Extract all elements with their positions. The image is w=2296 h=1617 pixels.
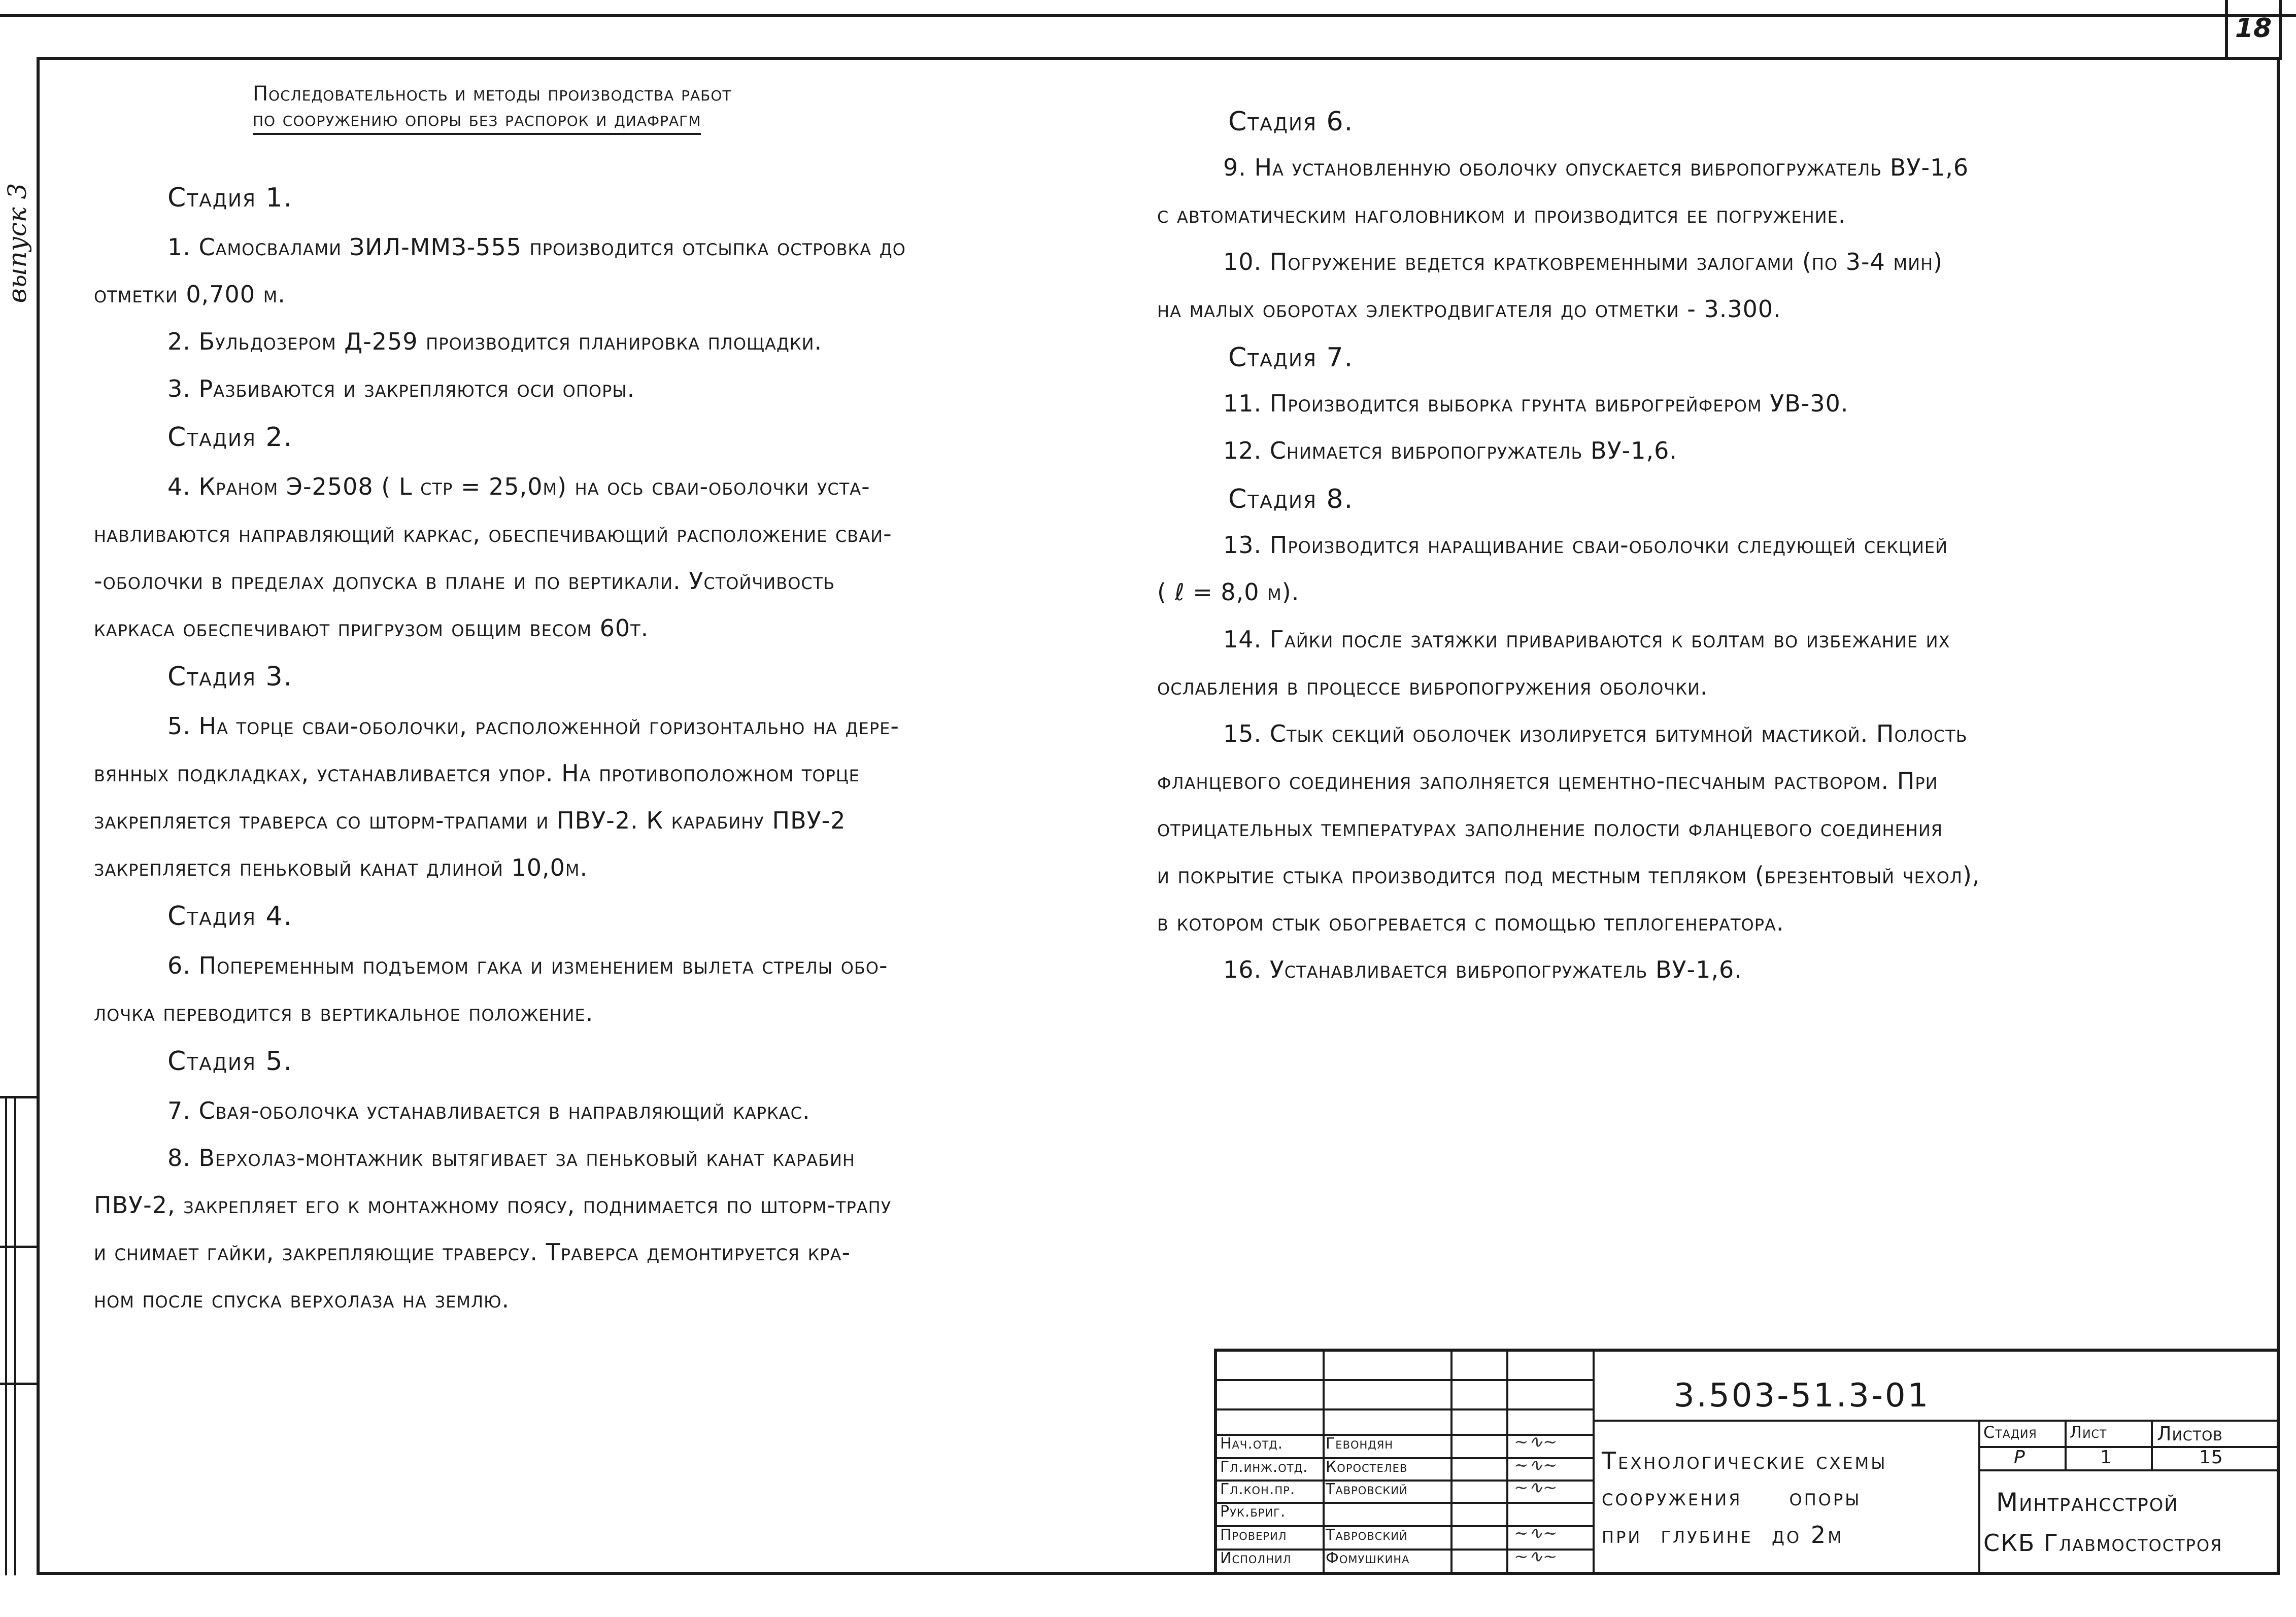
stage-heading: Стадия 3.: [167, 662, 293, 692]
strip-divider: [0, 1383, 37, 1385]
signature-role: Проверил: [1220, 1526, 1287, 1544]
text-line: фланцевого соединения заполняется цементно-песчаным раствором. При: [1157, 767, 1938, 795]
text-line: 13. Производится наращивание сваи-оболочки следующей секцией: [1223, 531, 1948, 559]
document-code: 3.503-51.3-01: [1674, 1377, 1931, 1415]
side-label-text: выпуск 3: [3, 183, 32, 303]
side-stamp-strip: [0, 1096, 37, 1575]
text-line: навливаются направляющий каркас, обеспечивающий расположение сваи-: [94, 520, 892, 547]
text-line: 2. Бульдозером Д-259 производится планировка площадки.: [167, 328, 823, 355]
signature-role: Исполнил: [1220, 1550, 1292, 1567]
text-line: ном после спуска верхолаза на землю.: [94, 1286, 510, 1313]
text-line: каркаса обеспечивают пригрузом общим весом 60т.: [94, 614, 649, 642]
text-line: вянных подкладках, устанавливается упор. На противоположном торце: [94, 760, 860, 787]
text-line: на малых оборотах электродвигателя до отметки - 3.300.: [1157, 295, 1781, 323]
stage-header: Стадия: [1983, 1423, 2037, 1442]
stage-heading: Стадия 2.: [167, 422, 293, 453]
text-line: 4. Краном Э-2508 ( L стр = 25,0м) на ось сваи-оболочки уста-: [167, 473, 870, 500]
grid-line: [1323, 1352, 1325, 1575]
org-line-1: Минтрансстрой: [1996, 1488, 2179, 1517]
sheet-header: Лист: [2070, 1423, 2107, 1442]
text-line: 12. Снимается вибропогружатель ВУ-1,6.: [1223, 437, 1677, 464]
text-line: 16. Устанавливается вибропогружатель ВУ-1,6.: [1223, 956, 1742, 983]
text-line: 11. Производится выборка грунта виброгрейфером УВ-30.: [1223, 390, 1849, 417]
text-line: 7. Свая-оболочка устанавливается в направляющий каркас.: [167, 1097, 811, 1124]
text-line: закрепляется пеньковый канат длиной 10,0м.: [94, 854, 588, 881]
signature-role: Нач.отд.: [1220, 1435, 1284, 1453]
text-line: и снимает гайки, закрепляющие траверсу. Траверса демонтируется кра-: [94, 1238, 851, 1266]
title-line-2: по сооружению опоры без распорок и диафрагм: [253, 107, 701, 135]
text-line: и покрытие стыка производится под местным тепляком (брезентовый чехол),: [1157, 862, 1980, 889]
text-line: лочка переводится в вертикальное положение.: [94, 999, 594, 1026]
strip-divider: [14, 1098, 16, 1575]
text-line: 8. Верхолаз-монтажник вытягивает за пеньковый канат карабин: [167, 1144, 855, 1172]
signature-name: Гевондян: [1326, 1435, 1394, 1453]
text-line: 14. Гайки после затяжки привариваются к болтам во избежание их: [1223, 626, 1950, 653]
text-line: ПВУ-2, закрепляет его к монтажному поясу, поднимается по шторм-трапу: [94, 1191, 892, 1219]
text-line: с автоматическим наголовником и производится ее погружение.: [1157, 201, 1846, 228]
grid-line: [1978, 1420, 1980, 1575]
sheet-number: 18: [2225, 0, 2282, 60]
grid-line: [2151, 1420, 2153, 1469]
handwritten-signature: ~∿~: [1514, 1477, 1558, 1498]
grid-line: [1978, 1469, 2280, 1471]
title-block: [1214, 1349, 2280, 1575]
signature-name: Тавровский: [1326, 1481, 1408, 1498]
text-line: -оболочки в пределах допуска в плане и по вертикали. Устойчивость: [94, 567, 835, 595]
handwritten-signature: ~∿~: [1514, 1455, 1558, 1475]
stage-heading: Стадия 8.: [1228, 484, 1354, 514]
description-line-1: Технологические схемы: [1602, 1447, 1887, 1474]
sheets-value: 15: [2199, 1447, 2223, 1468]
side-label: [2, 167, 32, 320]
text-line: закрепляется траверса со шторм-трапами и ПВУ-2. К карабину ПВУ-2: [94, 807, 846, 834]
stage-value: Р: [2014, 1447, 2025, 1468]
signature-role: Гл.инж.отд.: [1220, 1458, 1308, 1476]
sheets-header: Листов: [2157, 1423, 2223, 1445]
text-line: 6. Попеременным подъемом гака и изменением вылета стрелы обо-: [167, 952, 888, 979]
strip-divider: [5, 1098, 7, 1575]
stage-heading: Стадия 1.: [167, 183, 293, 213]
signature-name: Фомушкина: [1326, 1550, 1410, 1567]
title-line-1: Последовательность и методы производства работ: [253, 82, 732, 106]
text-line: ослабления в процессе вибропогружения оболочки.: [1157, 673, 1708, 700]
handwritten-signature: ~∿~: [1514, 1523, 1558, 1543]
stage-heading: Стадия 6.: [1228, 107, 1354, 137]
grid-line: [1217, 1408, 1593, 1410]
right-column: [1157, 0, 2248, 1065]
signature-role: Гл.кон.пр.: [1220, 1481, 1296, 1498]
strip-divider: [0, 1246, 37, 1248]
text-line: 1. Самосвалами ЗИЛ-ММЗ-555 производится отсыпка островка до: [167, 233, 906, 261]
grid-line: [1593, 1352, 1595, 1575]
text-line: ( ℓ = 8,0 м).: [1157, 578, 1300, 606]
text-line: 9. На установленную оболочку опускается вибропогружатель ВУ-1,6: [1223, 154, 1969, 181]
grid-line: [1506, 1352, 1508, 1575]
text-line: 5. На торце сваи-оболочки, расположенной горизонтально на дере-: [167, 712, 899, 740]
grid-line: [1217, 1379, 1593, 1381]
text-line: отметки 0,700 м.: [94, 281, 286, 308]
signature-role: Рук.бриг.: [1220, 1503, 1286, 1521]
text-line: 3. Разбиваются и закрепляются оси опоры.: [167, 375, 635, 402]
description-line-2: сооружения опоры: [1602, 1484, 1862, 1511]
description-line-3: при глубине до 2м: [1602, 1521, 1844, 1549]
text-line: отрицательных температурах заполнение полости фланцевого соединения: [1157, 814, 1943, 842]
org-line-2: СКБ Главмостостроя: [1983, 1529, 2223, 1557]
text-line: 15. Стык секций оболочек изолируется битумной мастикой. Полость: [1223, 720, 1968, 747]
handwritten-signature: ~∿~: [1514, 1546, 1558, 1567]
stage-heading: Стадия 7.: [1228, 342, 1354, 373]
text-line: в котором стык обогревается с помощью теплогенератора.: [1157, 909, 1784, 936]
stage-heading: Стадия 5.: [167, 1046, 293, 1077]
handwritten-signature: ~∿~: [1514, 1432, 1558, 1452]
grid-line: [2065, 1420, 2067, 1469]
text-line: 10. Погружение ведется кратковременными залогами (по 3-4 мин): [1223, 248, 1943, 276]
left-column: [94, 0, 1134, 1471]
sheet-value: 1: [2100, 1447, 2112, 1468]
grid-line: [1450, 1352, 1453, 1575]
signature-name: Тавровский: [1326, 1526, 1408, 1544]
signature-name: Коростелев: [1326, 1458, 1408, 1476]
stage-heading: Стадия 4.: [167, 901, 293, 932]
grid-line: [1593, 1420, 2280, 1422]
